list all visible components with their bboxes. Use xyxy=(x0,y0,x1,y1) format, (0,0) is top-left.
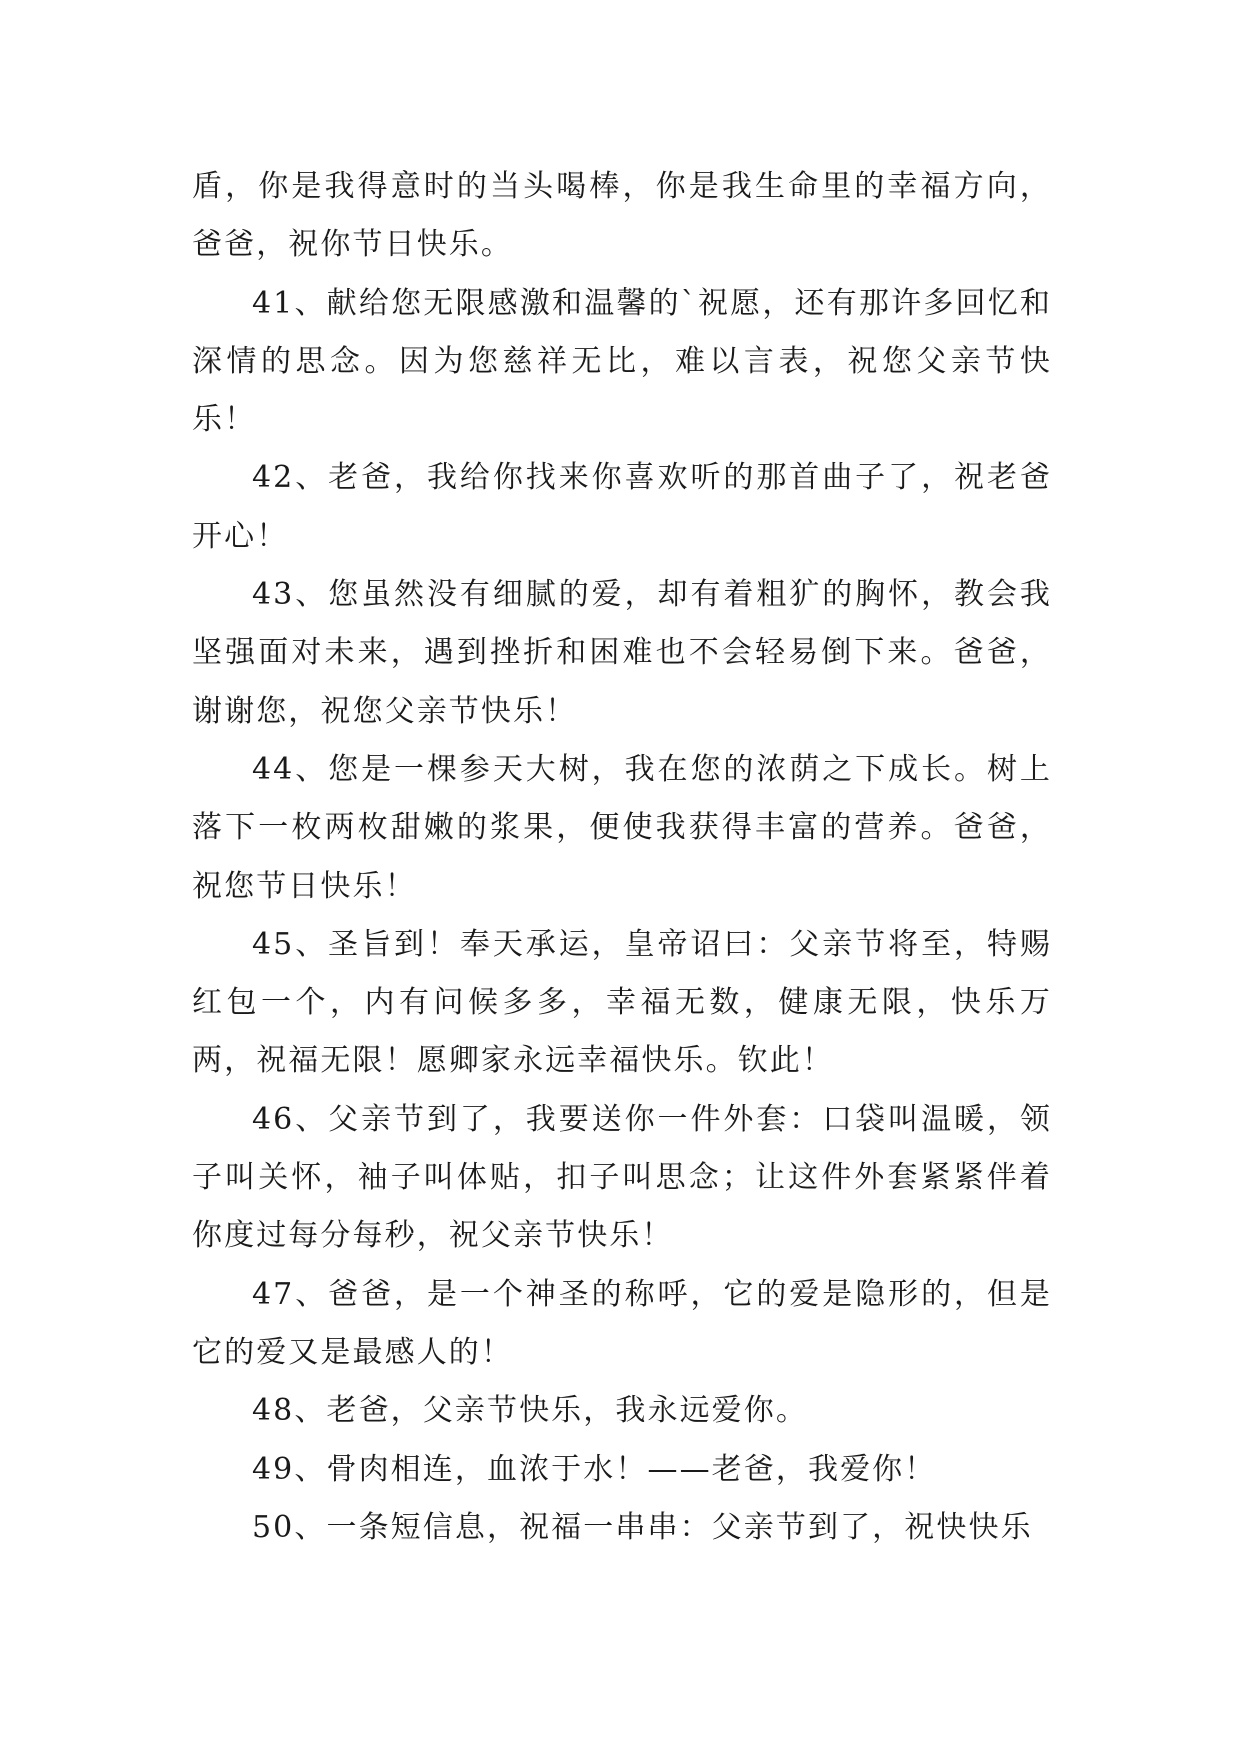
document-body xyxy=(192,158,1052,1557)
paragraph-continuation: 盾，你是我得意时的当头喝棒，你是我生命里的幸福方向，爸爸，祝你节日快乐。 xyxy=(192,169,1052,263)
paragraph-47: 47、爸爸，是一个神圣的称呼，它的爱是隐形的，但是它的爱又是最感人的！ xyxy=(192,1276,1052,1370)
paragraph-49: 49、骨肉相连，血浓于水！——老爸，我爱你！ xyxy=(252,1451,937,1487)
paragraph-44: 44、您是一棵参天大树，我在您的浓荫之下成长。树上落下一枚两枚甜嫩的浆果，便使我获得丰富的营养。爸爸，祝您节日快乐！ xyxy=(192,751,1052,904)
paragraph-46: 46、父亲节到了，我要送你一件外套：口袋叫温暖，领子叫关怀，袖子叫体贴，扣子叫思念；让这件外套紧紧伴着你度过每分每秒，祝父亲节快乐！ xyxy=(192,1101,1052,1254)
paragraph-41: 41、献给您无限感激和温馨的`祝愿，还有那许多回忆和深情的思念。因为您慈祥无比，难以言表，祝您父亲节快乐！ xyxy=(192,285,1052,438)
paragraph-48: 48、老爸，父亲节快乐，我永远爱你。 xyxy=(252,1393,808,1429)
paragraph-45: 45、圣旨到！奉天承运，皇帝诏曰：父亲节将至，特赐红包一个，内有问候多多，幸福无数，健康无限，快乐万两，祝福无限！愿卿家永远幸福快乐。钦此！ xyxy=(192,926,1052,1079)
paragraph-50: 50、一条短信息，祝福一串串：父亲节到了，祝快快乐 xyxy=(252,1509,1033,1545)
paragraph-43: 43、您虽然没有细腻的爱，却有着粗犷的胸怀，教会我坚强面对未来，遇到挫折和困难也不会轻易倒下来。爸爸，谢谢您，祝您父亲节快乐！ xyxy=(192,577,1052,729)
paragraph-42: 42、老爸，我给你找来你喜欢听的那首曲子了，祝老爸开心！ xyxy=(192,460,1052,554)
